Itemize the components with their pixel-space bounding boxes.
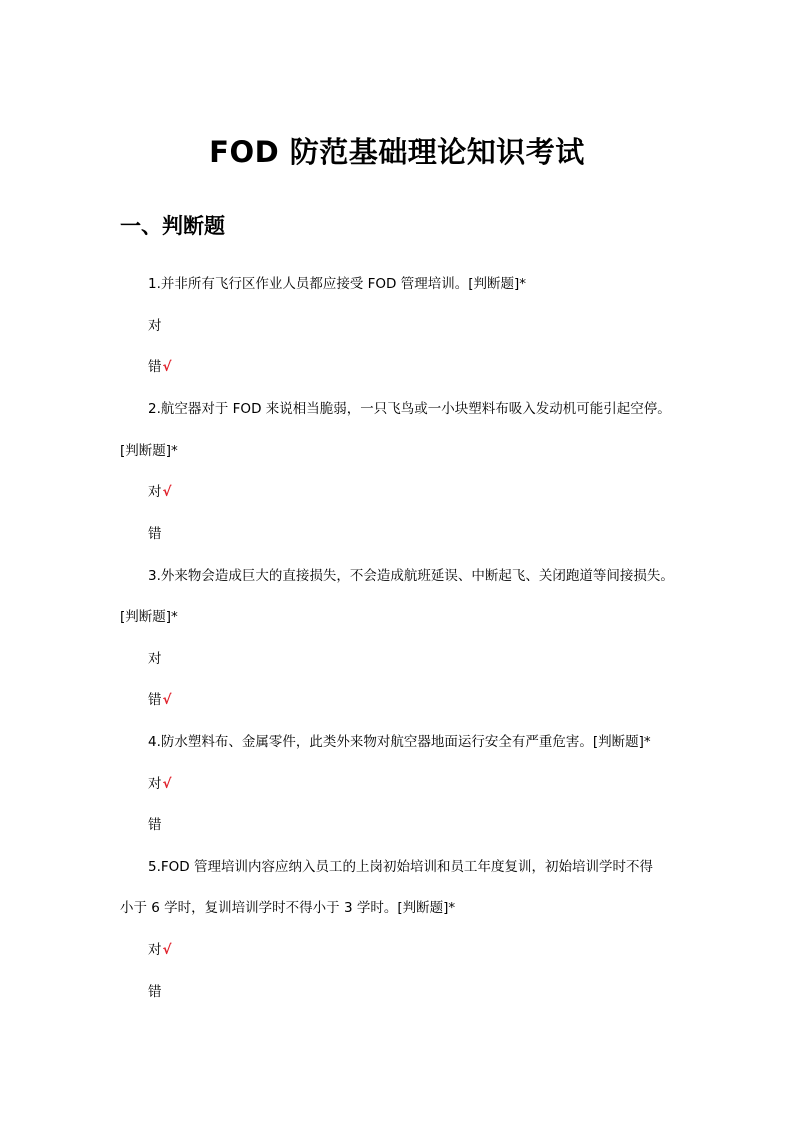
question-4-text: 4.防水塑料布、金属零件，此类外来物对航空器地面运行安全有严重危害。[判断题]* xyxy=(148,734,651,750)
question-1-text: 1.并非所有飞行区作业人员都应接受 FOD 管理培训。[判断题]* xyxy=(148,276,527,292)
question-2-option-false xyxy=(148,524,163,544)
option-label: 对 xyxy=(148,776,162,792)
correct-checkmark: √ xyxy=(162,359,172,375)
option-label: 对 xyxy=(148,484,162,500)
question-3-text-cont: [判断题]* xyxy=(120,609,178,625)
question-1-option-false xyxy=(148,357,172,377)
option-label: 对 xyxy=(148,651,162,667)
question-5-text: 5.FOD 管理培训内容应纳入员工的上岗初始培训和员工年度复训，初始培训学时不得 xyxy=(148,859,653,875)
section-heading: 一、判断题 xyxy=(120,214,225,238)
correct-checkmark: √ xyxy=(162,692,172,708)
option-label: 错 xyxy=(148,526,162,542)
question-3-text: 3.外来物会造成巨大的直接损失，不会造成航班延误、中断起飞、关闭跑道等间接损失。 xyxy=(148,568,674,584)
question-5-option-false xyxy=(148,982,163,1002)
correct-checkmark: √ xyxy=(162,942,172,958)
question-5-option-true xyxy=(148,940,172,960)
option-label: 错 xyxy=(148,817,162,833)
option-label: 对 xyxy=(148,318,162,334)
question-3-option-false xyxy=(148,690,172,710)
question-3-option-true xyxy=(148,649,163,669)
question-1-option-true xyxy=(148,316,163,336)
question-4-option-false xyxy=(148,815,163,835)
correct-checkmark: √ xyxy=(162,484,172,500)
option-label: 错 xyxy=(148,692,162,708)
correct-checkmark: √ xyxy=(162,776,172,792)
option-label: 错 xyxy=(148,359,162,375)
question-5-text-cont: 小于 6 学时，复训培训学时不得小于 3 学时。[判断题]* xyxy=(120,900,456,916)
question-2-text: 2.航空器对于 FOD 来说相当脆弱，一只飞鸟或一小块塑料布吸入发动机可能引起空停。 xyxy=(148,401,671,417)
option-label: 对 xyxy=(148,942,162,958)
question-2-text-cont: [判断题]* xyxy=(120,443,178,459)
document-title: FOD 防范基础理论知识考试 xyxy=(209,135,585,169)
question-2-option-true xyxy=(148,482,172,502)
option-label: 错 xyxy=(148,984,162,1000)
question-4-option-true xyxy=(148,774,172,794)
